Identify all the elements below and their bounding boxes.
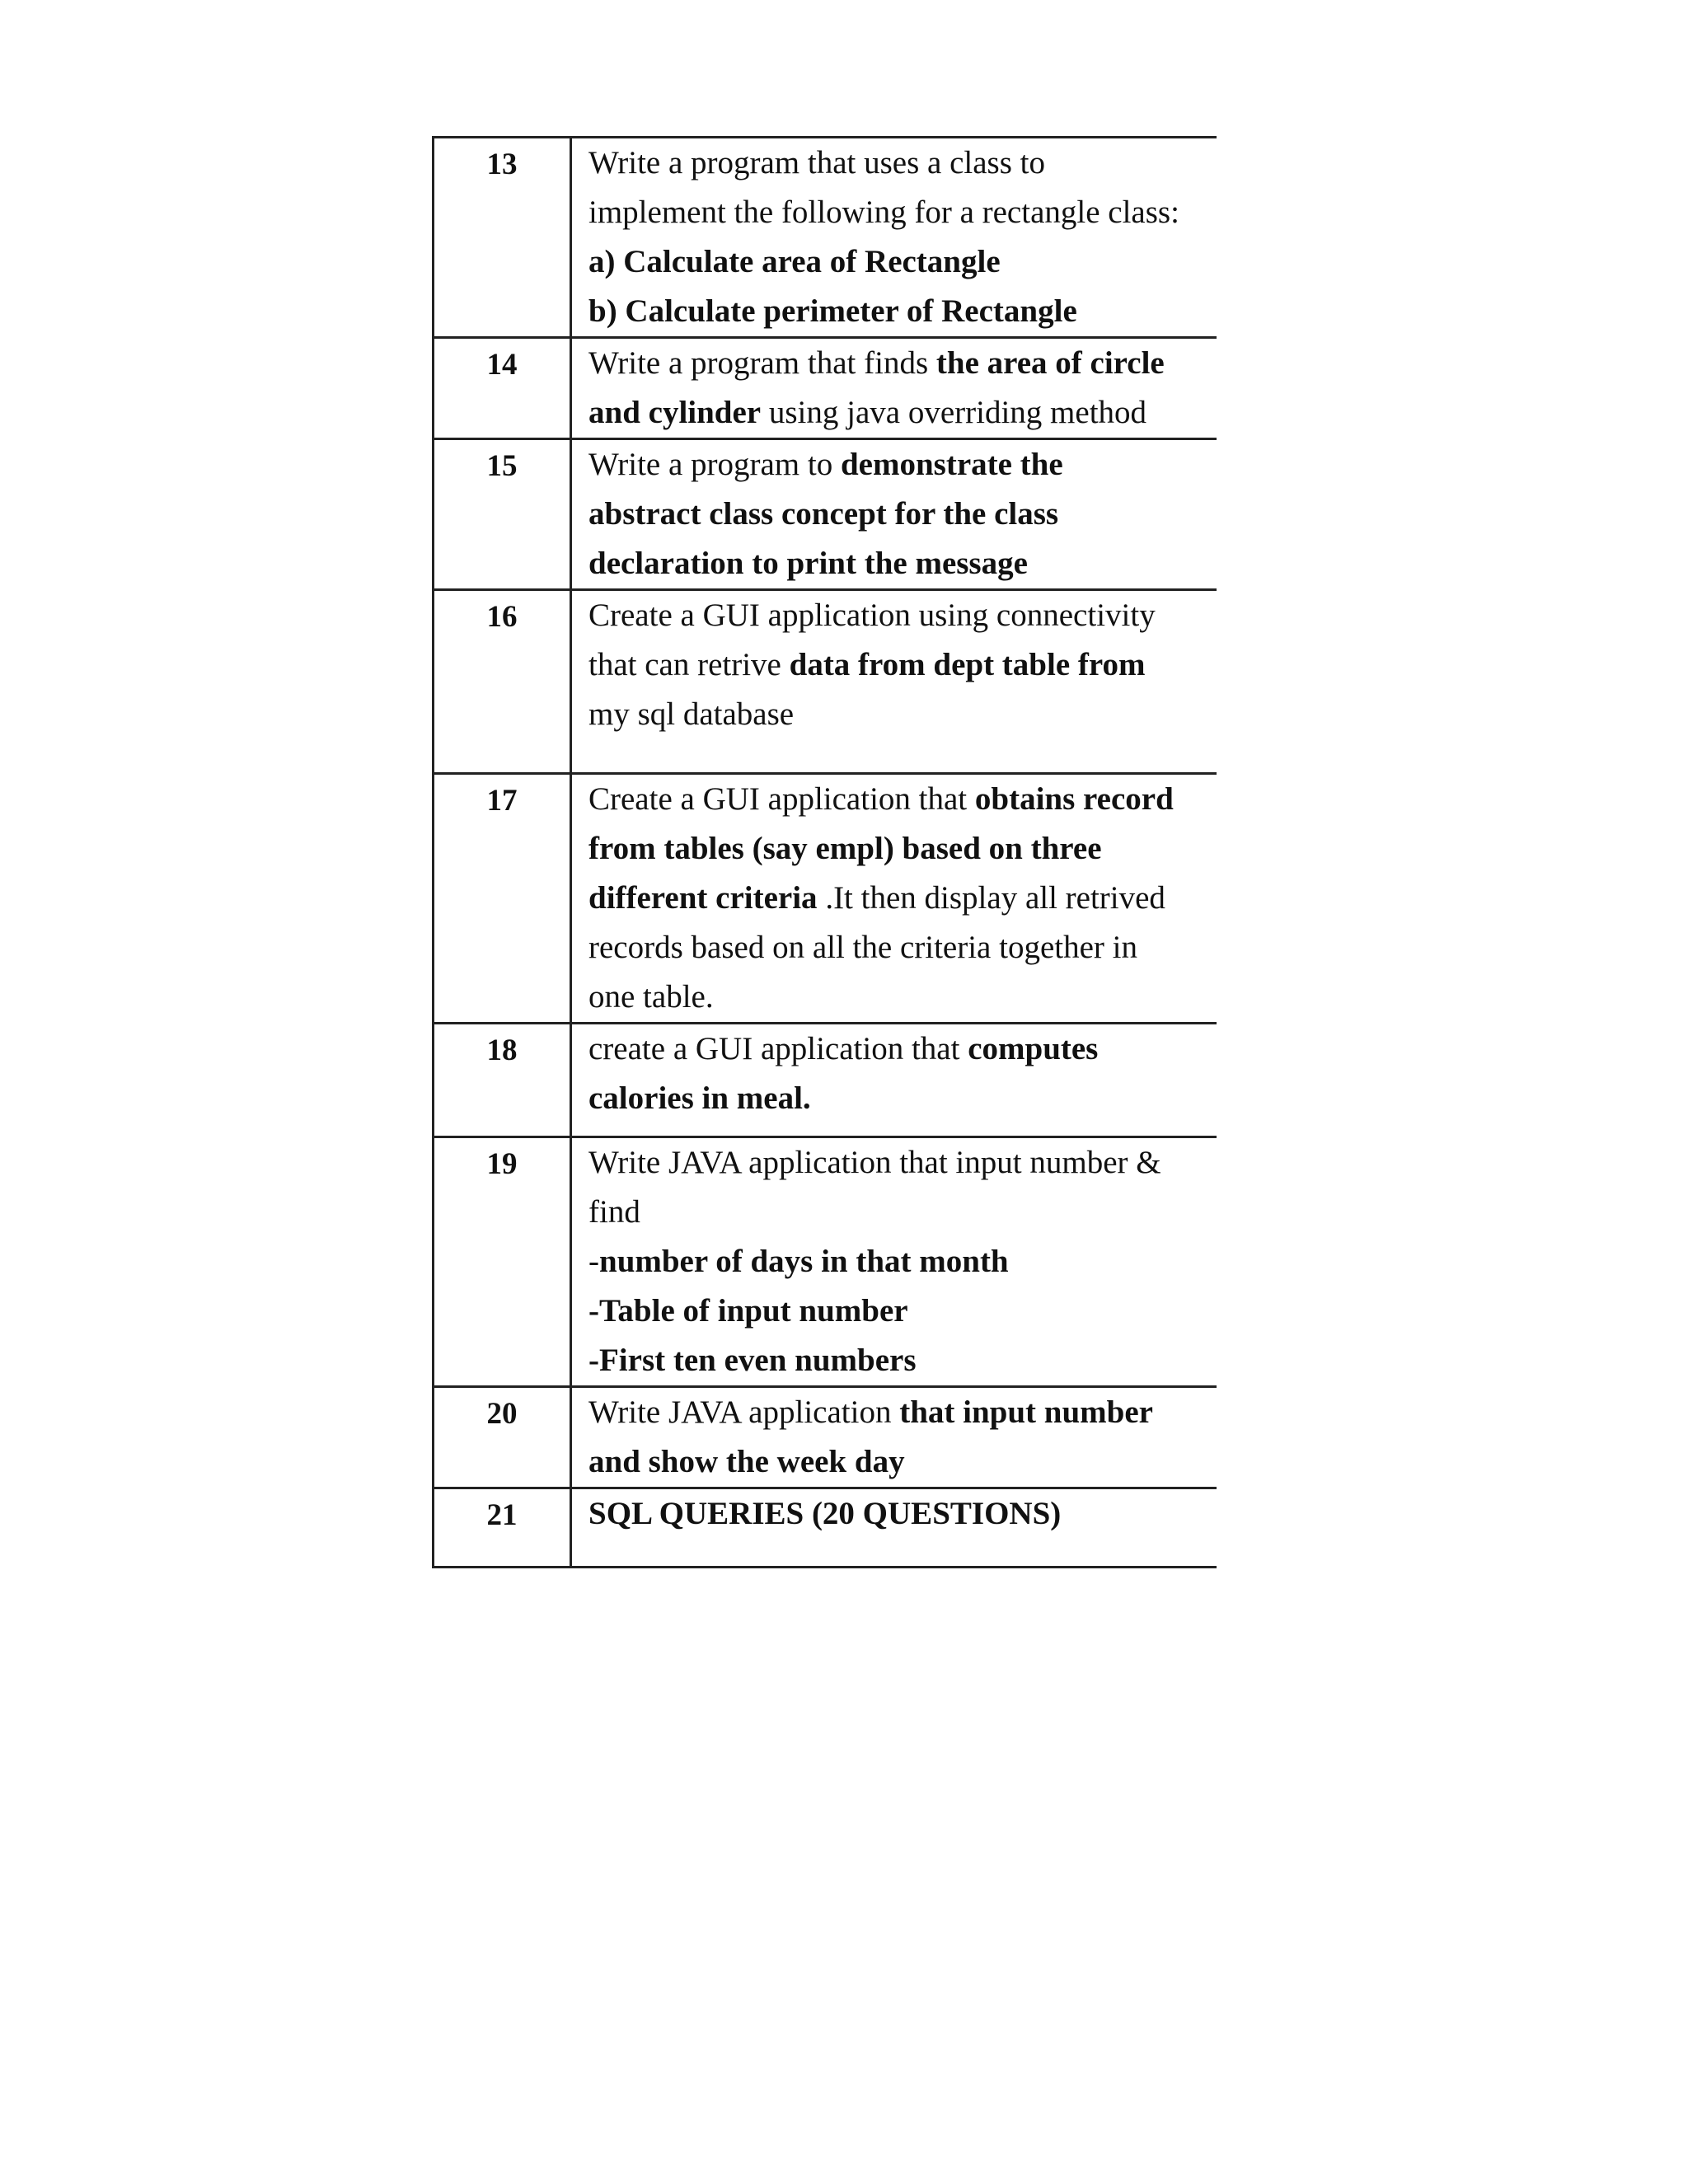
bold-text: from tables (say empl) based on three [588, 831, 1102, 866]
bold-text: different criteria [588, 880, 818, 916]
row-description-cell [571, 590, 1217, 774]
row-number: 16 [486, 600, 518, 634]
bold-text: SQL QUERIES (20 QUESTIONS) [588, 1496, 1062, 1531]
description-line [588, 640, 1210, 690]
text: my sql database [588, 696, 795, 732]
bold-text: and show the week day [588, 1444, 905, 1479]
description-line [588, 591, 1210, 640]
bold-text: declaration to print the message [588, 546, 1028, 581]
description-line [588, 339, 1210, 388]
text: using java overriding method [761, 395, 1147, 430]
description-line [588, 972, 1210, 1022]
row-description-cell [571, 138, 1217, 338]
table-row [434, 138, 1217, 338]
text: Write JAVA application that input number & [588, 1145, 1161, 1180]
row-number-cell [434, 338, 571, 439]
bold-text: that input number [899, 1394, 1153, 1430]
bold-text: calories in meal. [588, 1080, 811, 1116]
text: implement the following for a rectangle class: [588, 194, 1179, 230]
text: Write a program that uses a class to [588, 145, 1045, 180]
row-number: 21 [486, 1498, 518, 1532]
description-line [588, 923, 1210, 972]
table-row [434, 1387, 1217, 1488]
text: records based on all the criteria together in [588, 930, 1137, 965]
table-row [434, 590, 1217, 774]
bold-text: b) Calculate perimeter of Rectangle [588, 293, 1077, 329]
text: Write a program that finds [588, 345, 936, 381]
bold-text: -Table of input number [588, 1293, 908, 1329]
row-number: 20 [486, 1397, 518, 1431]
row-number-cell [434, 1488, 571, 1568]
bold-text: -First ten even numbers [588, 1343, 917, 1378]
description-line [588, 1437, 1210, 1487]
row-number-cell [434, 1024, 571, 1137]
description-line [588, 440, 1210, 490]
row-number: 18 [486, 1033, 518, 1067]
description-line [588, 287, 1210, 336]
description-line [588, 188, 1210, 237]
row-number-cell [434, 1387, 571, 1488]
row-description-cell [571, 1024, 1217, 1137]
row-description-cell [571, 1137, 1217, 1387]
text: - [588, 1244, 599, 1279]
text: Write a program to [588, 447, 841, 482]
description-line [588, 539, 1210, 588]
text: find [588, 1194, 640, 1230]
row-description-cell [571, 439, 1217, 590]
row-number: 15 [486, 449, 518, 483]
table-row [434, 1137, 1217, 1387]
text: .It then display all retrived [817, 880, 1165, 916]
description-line [588, 138, 1210, 188]
description-line [588, 388, 1210, 438]
row-number: 17 [486, 784, 518, 818]
description-line [588, 237, 1210, 287]
row-number: 19 [486, 1147, 518, 1181]
row-description-cell [571, 1387, 1217, 1488]
row-description-cell [571, 1488, 1217, 1568]
practical-list-table [432, 136, 1217, 1568]
description-line [588, 690, 1210, 739]
bold-text: number of days in that month [599, 1244, 1009, 1279]
bold-text: obtains record [974, 781, 1174, 817]
bold-text: a) Calculate area of Rectangle [588, 244, 1001, 279]
description-line [588, 1138, 1210, 1188]
description-line [588, 1188, 1210, 1237]
row-number: 13 [486, 148, 518, 181]
text: one table. [588, 979, 714, 1015]
description-line [588, 490, 1210, 539]
table-row [434, 1488, 1217, 1568]
description-line [588, 874, 1210, 923]
text: Create a GUI application that [588, 781, 975, 817]
text: create a GUI application that [588, 1031, 968, 1066]
bold-text: abstract class concept for the class [588, 496, 1059, 532]
description-line [588, 1489, 1210, 1539]
row-description-cell [571, 338, 1217, 439]
bold-text: and cylinder [588, 395, 762, 430]
table-row [434, 439, 1217, 590]
text: that can retrive [588, 647, 790, 682]
table-row [434, 1024, 1217, 1137]
row-number: 14 [486, 348, 518, 382]
row-number-cell [434, 138, 571, 338]
table-row [434, 774, 1217, 1024]
bold-text: demonstrate the [840, 447, 1063, 482]
description-line [588, 1388, 1210, 1437]
description-line [588, 1286, 1210, 1336]
text: Write JAVA application [588, 1394, 900, 1430]
description-line [588, 1074, 1210, 1123]
bold-text: computes [968, 1031, 1099, 1066]
bold-text: the area of circle [935, 345, 1165, 381]
row-description-cell [571, 774, 1217, 1024]
description-line [588, 1237, 1210, 1286]
row-number-cell [434, 439, 571, 590]
description-line [588, 824, 1210, 874]
description-line [588, 1336, 1210, 1385]
row-number-cell [434, 774, 571, 1024]
table-row [434, 338, 1217, 439]
description-line [588, 1024, 1210, 1074]
text: Create a GUI application using connectivity [588, 598, 1156, 633]
description-line [588, 775, 1210, 824]
row-number-cell [434, 1137, 571, 1387]
row-number-cell [434, 590, 571, 774]
bold-text: data from dept table from [789, 647, 1146, 682]
